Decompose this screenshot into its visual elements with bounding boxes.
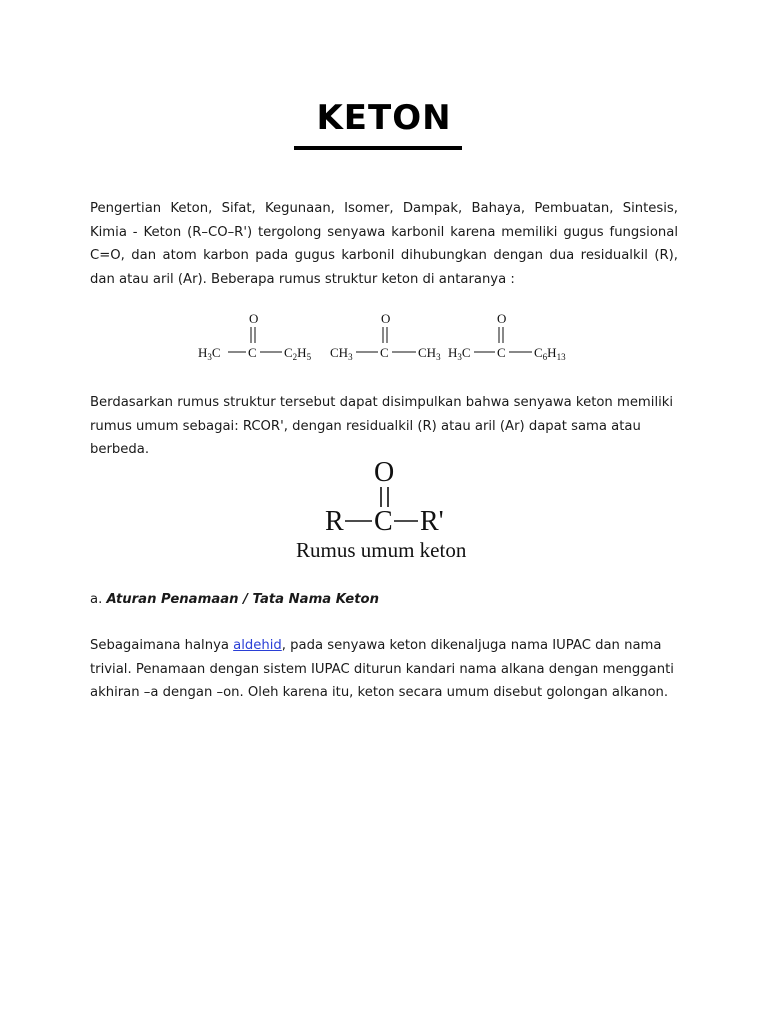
section-a-heading: [90, 590, 379, 610]
title-underline: [294, 146, 462, 150]
structure-2-left-group: $CH_3$: [330, 345, 353, 362]
conclusion-paragraph: Berdasarkan rumus struktur tersebut dapat disimpulkan bahwa senyawa keton memiliki rumus umum sebagai: RCOR', dengan residualkil (R) atau aril (Ar) dapat sama atau berbeda.: [90, 395, 674, 457]
naming-text-before-link: Sebagaimana halnya: [90, 638, 234, 653]
structure-2-center: C: [380, 345, 389, 360]
general-formula-right: R': [420, 506, 444, 537]
structure-3-right-group: $C_6H_{13}$: [534, 345, 566, 362]
general-formula-caption: Rumus umum keton: [296, 538, 467, 562]
naming-paragraph: [90, 634, 678, 705]
page-title: KETON: [316, 98, 452, 138]
intro-paragraph: Pengertian Keton, Sifat, Kegunaan, Isomer, Dampak, Bahaya, Pembuatan, Sintesis, Kimia - Keton (R–CO–R') tergolong senyawa karbonil karena memiliki gugus fungsional C=O, dan atom karbon pada gugus karbonil dihubungkan dengan dua residualkil (R), dan atau aril (Ar). Beberapa rumus struktur keton di antaranya :: [90, 201, 678, 287]
structure-3: [448, 311, 566, 362]
aldehid-link[interactable]: aldehid: [233, 638, 282, 653]
general-formula-figure: [290, 452, 490, 564]
structure-3-center: C: [497, 345, 506, 360]
structure-1-center: C: [248, 345, 257, 360]
general-formula-left: R: [325, 506, 344, 537]
structure-1-right-group: $C_2H_5$: [284, 345, 312, 362]
ketone-structures-figure: [190, 306, 580, 366]
structure-3-left-group: $H_3C$: [448, 345, 471, 362]
structure-3-oxygen: O: [497, 311, 507, 326]
structure-1-oxygen: O: [249, 311, 259, 326]
naming-text-after-link: , pada senyawa keton dikenaljuga nama IUPAC dan nama trivial. Penamaan dengan sistem IUPAC diturun kandari nama alkana dengan mengganti akhiran –a dengan –on. Oleh karena itu, keton secara umum disebut golongan alkanon.: [90, 638, 674, 700]
structure-2: [330, 311, 441, 362]
general-formula-center: C: [374, 506, 393, 537]
structure-2-oxygen: O: [381, 311, 391, 326]
structure-1-left-group: $H_3C$: [198, 345, 221, 362]
general-formula-oxygen: O: [374, 457, 395, 488]
section-a-title: Aturan Penamaan / Tata Nama Keton: [106, 592, 379, 607]
section-a-marker: a.: [90, 592, 103, 607]
structure-2-right-group: $CH_3$: [418, 345, 441, 362]
structure-1: [198, 311, 312, 362]
